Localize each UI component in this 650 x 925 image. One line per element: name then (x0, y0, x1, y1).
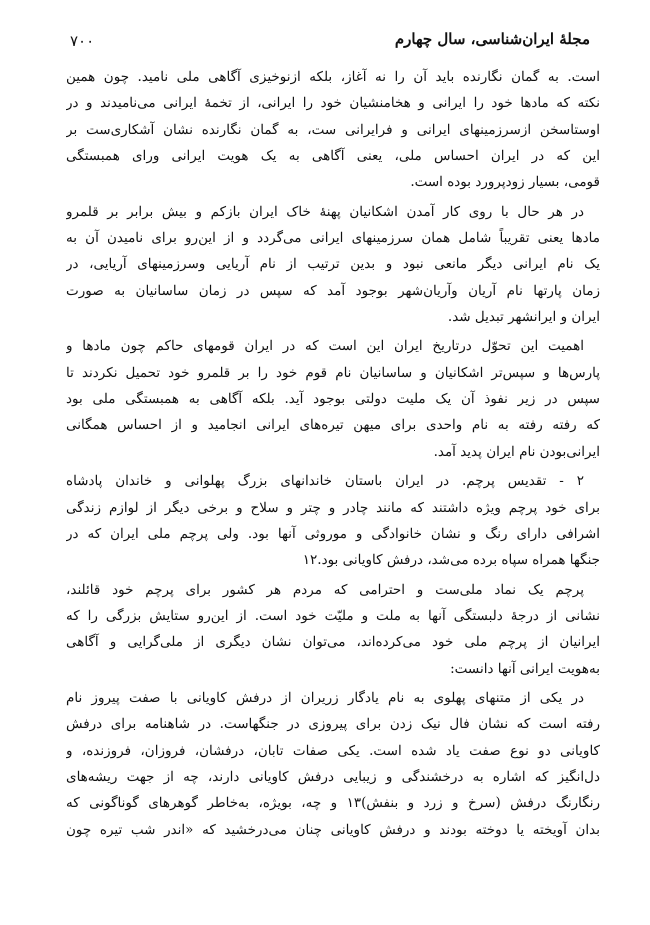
running-title: مجلهٔ ایران‌شناسی، سال چهارم (394, 30, 590, 48)
text-line: ایران و ایرانشهر تبدیل شد. (447, 309, 600, 326)
paragraph (66, 577, 600, 682)
text-line: رنگارنگ درفش (سرخ و زرد و بنفش)۱۳ و چه، بویژه، به‌خاطر گوهرهای گوناگونی که (66, 795, 600, 812)
text-line: یک نام ایرانی دیگر مانعی نبود و بدین ترتیب از نام آریایی وسرزمینهای آریایی، در (66, 256, 600, 273)
paragraph (66, 199, 600, 331)
text-line: ایرانیان از پرچم ملی خود می‌کرده‌اند، می‌توان نشان دیگری از ملی‌گرایی و آگاهی (66, 634, 600, 651)
text-line: ایرانی‌بودن نام ایران پدید آمد. (433, 443, 600, 460)
text-line: دل‌انگیز که اشاره به درخشندگی و زیبایی درفش کاویانی دارند، چه از جهت ریشه‌های (66, 768, 600, 785)
page-header (70, 30, 590, 56)
paragraph (66, 685, 600, 843)
text-line: پارس‌ها و سپس‌تر اشکانیان و ساسانیان نام قوم خود را بر قلمرو خود تحمیل نکردند تا (66, 364, 600, 381)
text-line: که رفته رفته به نام واحدی برای میهن تیره‌های ایرانی انجامید و از احساس همگانی (66, 417, 600, 434)
body-text (66, 64, 600, 843)
text-line: رفته است که نشان فال نیک زدن برای پیروزی در جنگهاست. در شاهنامه برای درفش (66, 716, 600, 733)
text-line: مادها یعنی تقریباً شامل همان سرزمینهای ایرانی می‌گردد و از این‌رو برای نامیدن آن به (66, 230, 600, 247)
text-line: سپس در زیر نفوذ آن یک ملیت دولتی بوجود آید. بلکه آگاهی به همبستگی ملی بود (66, 391, 600, 408)
text-line: کاویانی دو نوع صفت یاد شده است. یکی صفات تابان، درفشان، فروزان، فروزنده، و (66, 742, 600, 759)
text-line: نشانی از درجهٔ دلبستگی آنها به ملت و ملیّت خود است. از این‌رو ستایش بزرگی را که (66, 607, 600, 624)
text-line: در یکی از متنهای پهلوی به نام یادگار زریران از درفش کاویانی با صفت پیروز نام (66, 689, 584, 706)
text-line: زمان پارتها نام آریان وآریان‌شهر بوجود آمد که سپس در زمان ساسانیان به صورت (66, 282, 600, 299)
text-line: بدان آویخته یا دوخته بودند و درفش کاویانی چنان می‌درخشید که «اندر شب تیره چون (66, 821, 600, 838)
text-line: برای خود پرچم ویژه داشتند که مانند چادر و چتر و سلاح و برخی دیگر از لوازم زندگی (66, 499, 600, 516)
text-line: پرچم یک نماد ملی‌ست و احترامی که مردم هر کشور برای پرچم خود قائلند، (66, 581, 584, 598)
text-line: اوستاسخن ازسرزمینهای ایرانی و فرایرانی ست، به گمان نگارنده نشان آشکاری‌ست بر (66, 121, 600, 138)
paragraph (66, 64, 600, 196)
paragraph (66, 333, 600, 465)
text-line: اشرافی دارای رنگ و نشان خانوادگی و موروثی آنها بود. ولی پرچم ملی ایران که در (66, 525, 600, 542)
text-line: است. به گمان نگارنده باید آن را نه آغاز، بلکه ازنوخیزی آگاهی ملی نامید. چون همین (66, 69, 600, 85)
text-line: نکته که مادها خود را ایرانی و هخامنشیان خود را ایرانی، از تخمهٔ ایرانی می‌نامیدند و در (66, 95, 600, 112)
text-line: به‌هویت ایرانی آنها دانست: (450, 660, 600, 677)
section-heading-line: ۲ - تقدیس پرچم. در ایران باستان خاندانهای بزرگ پهلوانی و خاندان پادشاه (66, 473, 584, 490)
text-line: جنگها همراه سپاه برده می‌شد، درفش کاویانی بود.۱۲ (302, 552, 600, 569)
text-line: در هر حال با روی کار آمدن اشکانیان پهنهٔ خاک ایران بازکم و بیش برابر بر قلمرو (66, 203, 584, 220)
paragraph (66, 468, 600, 573)
text-line: اهمیت این تحوّل درتاریخ ایران این است که در ایران قومهای حاکم چون مادها و (66, 338, 584, 355)
text-line: قومی، بسیار زودپرورد بوده است. (410, 174, 600, 191)
page-number: ۷۰۰ (70, 32, 95, 50)
text-line: این که در ایران احساس ملی، یعنی آگاهی به یک هویت ایرانی ورای همبستگی (66, 148, 600, 165)
